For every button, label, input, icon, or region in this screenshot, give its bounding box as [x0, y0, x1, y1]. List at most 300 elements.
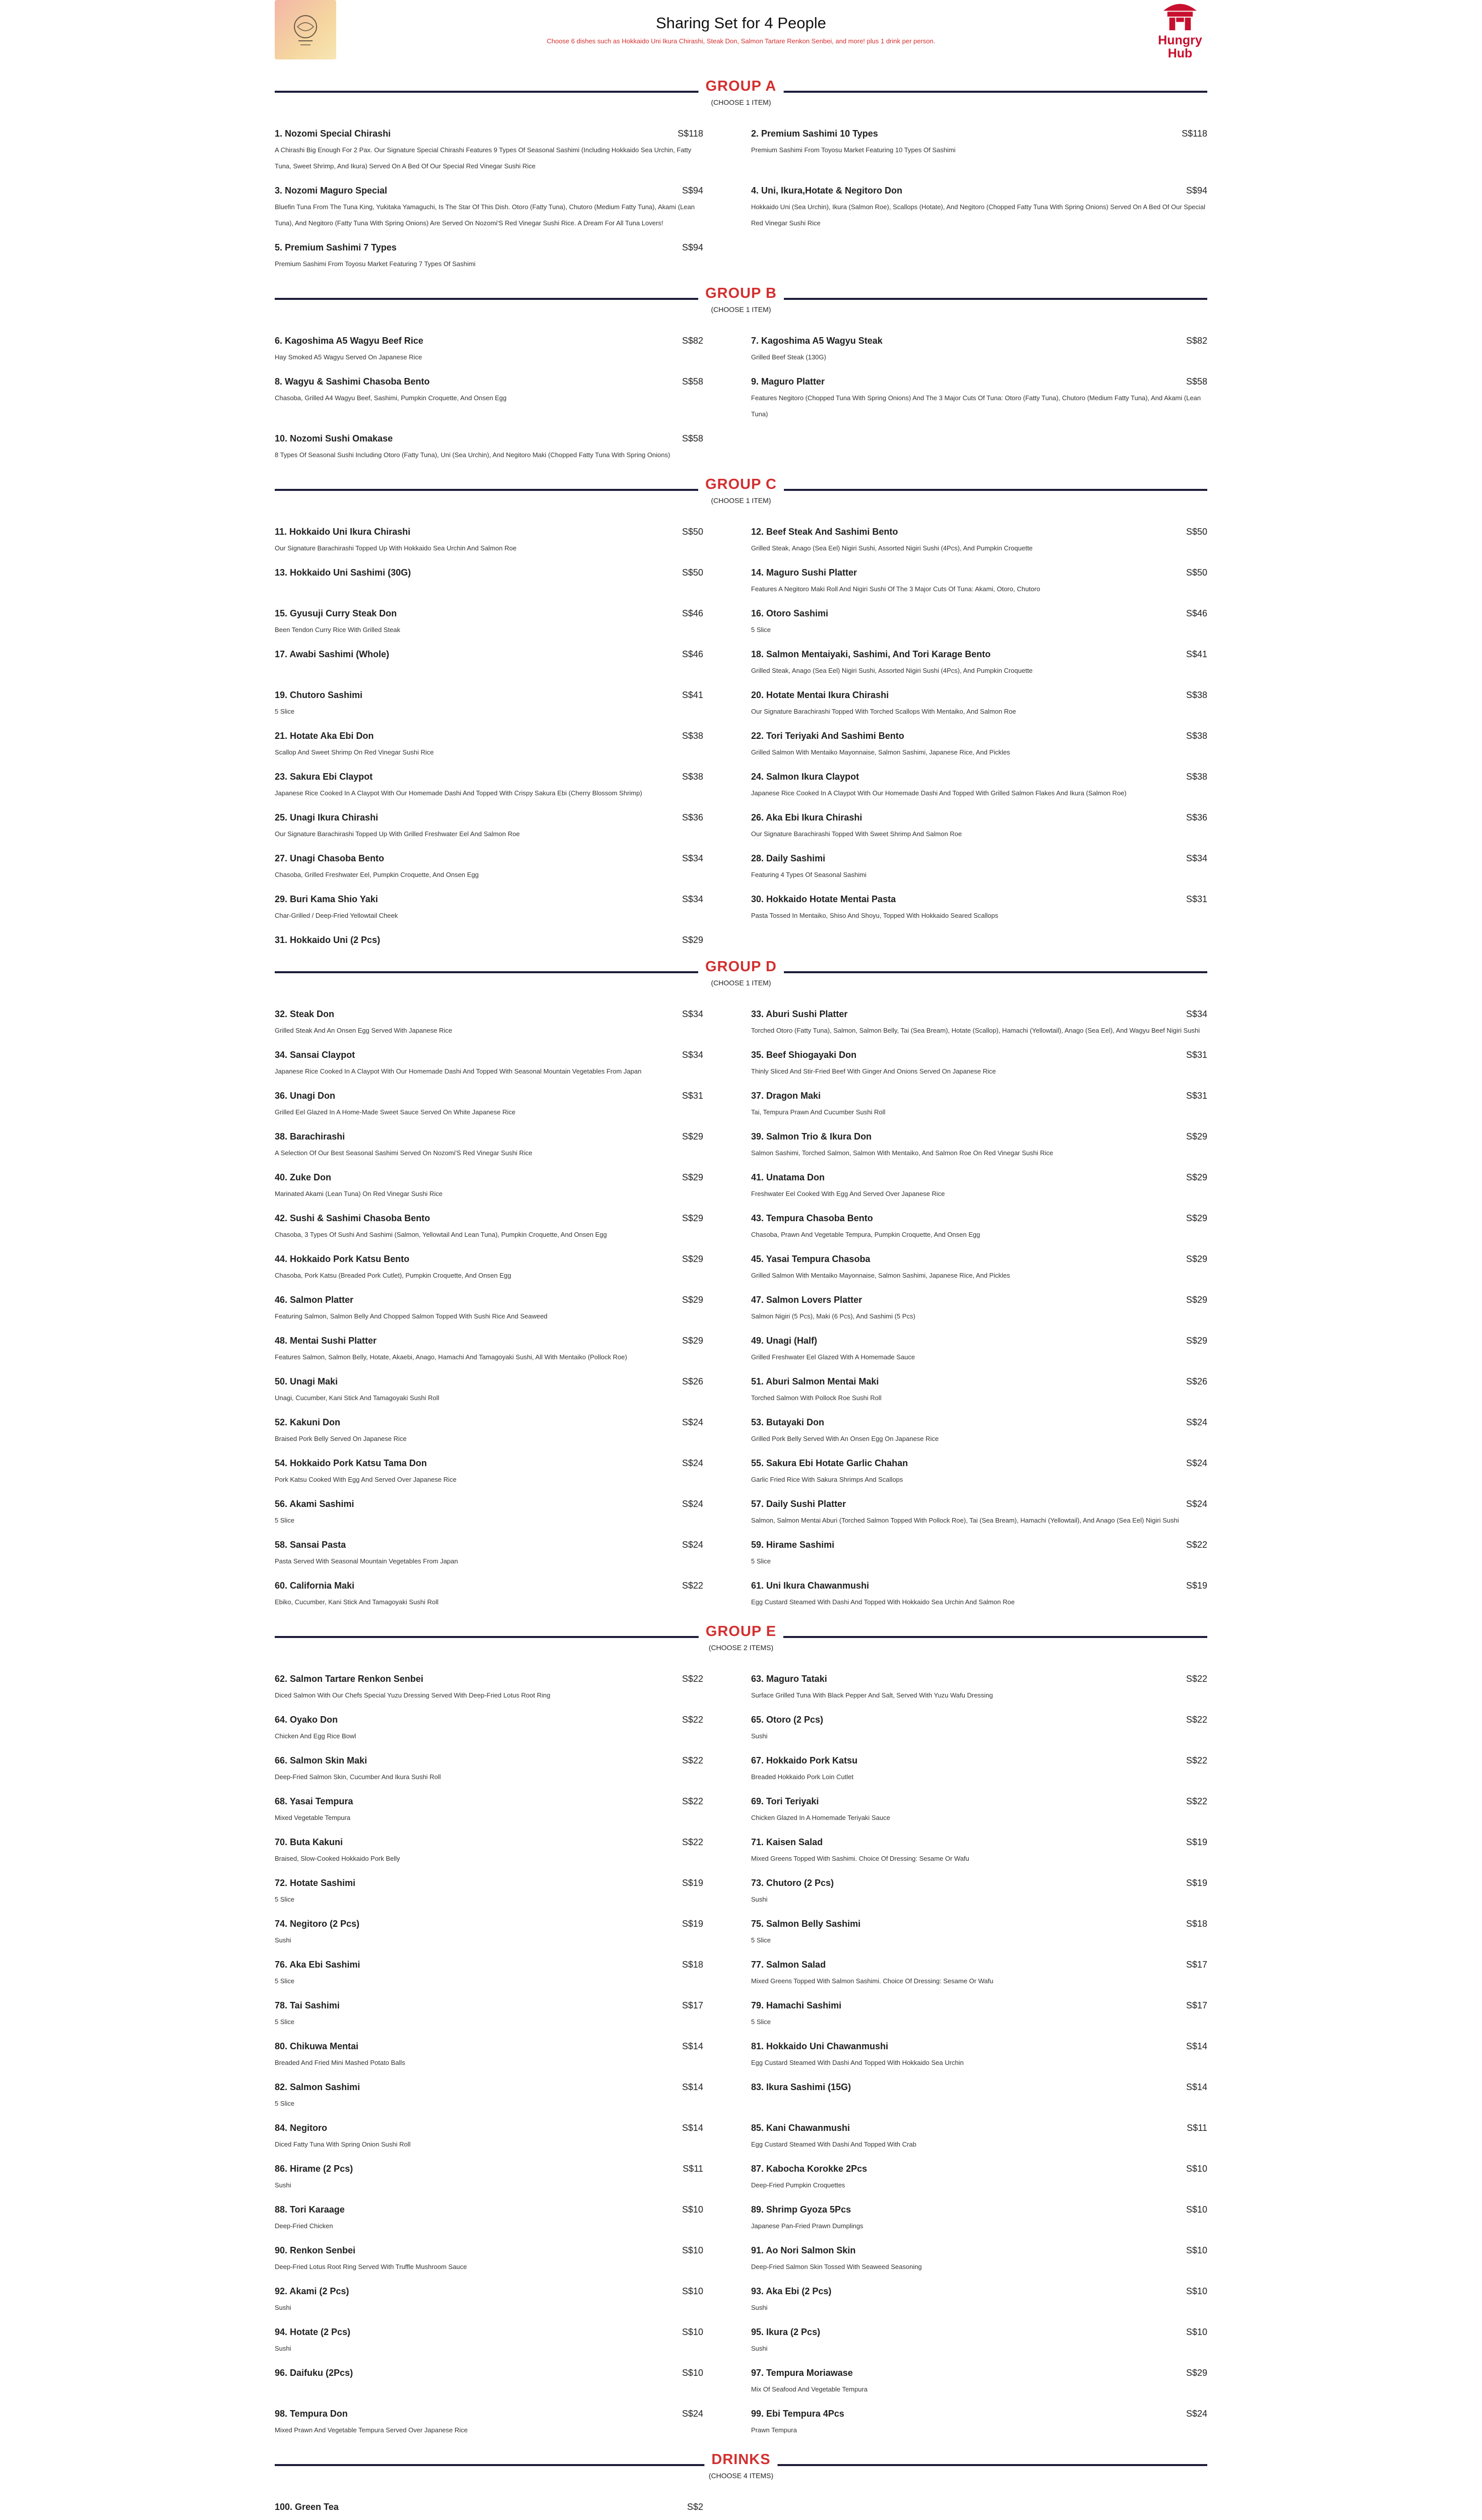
menu-item-row — [275, 1006, 703, 1020]
menu-item[interactable] — [275, 1333, 703, 1365]
menu-item-description: Sushi — [275, 2181, 291, 2189]
hungry-hub-logo — [1153, 0, 1207, 60]
page-subtitle: Choose 6 dishes such as Hokkaido Uni Ikura Chirashi, Steak Don, Salmon Tartare Renkon Senbei, and more! plus 1 drink per person. — [546, 37, 936, 45]
menu-item-price: S$14 — [682, 2082, 703, 2092]
menu-item[interactable] — [275, 1088, 703, 1120]
menu-item-description: Chasoba, Grilled Freshwater Eel, Pumpkin Croquette, And Onsen Egg — [275, 871, 479, 878]
menu-item-name: 47. Salmon Lovers Platter — [751, 1295, 862, 1305]
menu-item[interactable] — [275, 2079, 703, 2112]
menu-item-row — [751, 687, 1207, 701]
menu-item[interactable] — [751, 1128, 1207, 1161]
menu-item-price: S$118 — [677, 129, 703, 139]
menu-item-description: Sushi — [275, 2304, 291, 2311]
menu-item-row — [275, 430, 703, 444]
group-items — [275, 319, 1207, 471]
menu-item[interactable] — [751, 1537, 1207, 1569]
menu-item-name: 6. Kagoshima A5 Wagyu Beef Rice — [275, 336, 423, 346]
menu-item-name: 97. Tempura Moriawase — [751, 2368, 853, 2378]
menu-item[interactable] — [751, 646, 1207, 679]
menu-item-description: Grilled Steak, Anago (Sea Eel) Nigiri Sushi, Assorted Nigiri Sushi (4Pcs), And Pumpkin Croquette — [751, 667, 1033, 674]
menu-item-description: Chasoba, 3 Types Of Sushi And Sashimi (Salmon, Yellowtail And Lean Tuna), Pumpkin Croquette, And Onsen Egg — [275, 1231, 607, 1238]
menu-item-description: Egg Custard Steamed With Dashi And Topped With Hokkaido Sea Urchin — [751, 2059, 964, 2066]
menu-item-price: S$34 — [682, 1050, 703, 1060]
menu-item[interactable] — [751, 1793, 1207, 1826]
menu-item-row — [275, 1169, 703, 1183]
menu-item[interactable] — [275, 891, 703, 924]
menu-item[interactable] — [275, 1997, 703, 2030]
menu-item[interactable] — [275, 1006, 703, 1039]
menu-item-description: Featuring 4 Types Of Seasonal Sashimi — [751, 871, 867, 878]
menu-item-row — [275, 1128, 703, 1142]
menu-item-description: Thinly Sliced And Stir-Fried Beef With Ginger And Onions Served On Japanese Rice — [751, 1067, 996, 1075]
menu-item-row — [751, 1793, 1207, 1807]
menu-item[interactable] — [751, 2324, 1207, 2357]
menu-item-price: S$10 — [1186, 2286, 1207, 2296]
menu-item[interactable] — [751, 2201, 1207, 2234]
menu-item-name: 77. Salmon Salad — [751, 1960, 826, 1970]
menu-item[interactable] — [275, 2038, 703, 2071]
menu-item-description: Diced Fatty Tuna With Spring Onion Sushi Roll — [275, 2140, 411, 2148]
menu-item[interactable] — [275, 239, 703, 272]
menu-item-price: S$118 — [1182, 129, 1207, 139]
hungry-hub-logo-line2: Hub — [1167, 46, 1193, 60]
menu-item-row — [275, 1916, 703, 1929]
menu-item-description: A Selection Of Our Best Seasonal Sashimi Served On Nozomi'S Red Vinegar Sushi Rice — [275, 1149, 532, 1157]
menu-item-name: 79. Hamachi Sashimi — [751, 2000, 842, 2010]
menu-item[interactable] — [751, 2365, 1207, 2398]
menu-item[interactable] — [751, 1088, 1207, 1120]
menu-item[interactable] — [275, 1169, 703, 1202]
menu-item-description: Hay Smoked A5 Wagyu Served On Japanese Rice — [275, 353, 422, 361]
menu-item-row — [275, 333, 703, 346]
menu-item[interactable] — [275, 1251, 703, 1284]
menu-item-name: 13. Hokkaido Uni Sashimi (30G) — [275, 568, 411, 578]
menu-group — [275, 471, 1207, 954]
menu-item-row — [275, 809, 703, 823]
menu-item[interactable] — [751, 1414, 1207, 1447]
menu-item[interactable] — [751, 1333, 1207, 1365]
menu-item[interactable] — [275, 646, 703, 679]
menu-item-name: 54. Hokkaido Pork Katsu Tama Don — [275, 1458, 427, 1468]
menu-item[interactable] — [275, 1752, 703, 1785]
menu-item-price: S$22 — [1186, 1540, 1207, 1550]
menu-item[interactable] — [275, 2406, 703, 2438]
menu-item-name: 28. Daily Sashimi — [751, 853, 826, 863]
menu-item-name: 18. Salmon Mentaiyaki, Sashimi, And Tori Karage Bento — [751, 649, 991, 659]
menu-item-name: 64. Oyako Don — [275, 1715, 338, 1725]
menu-item-name: 53. Butayaki Don — [751, 1417, 825, 1427]
menu-item-name: 21. Hotate Aka Ebi Don — [275, 731, 374, 741]
menu-item-name: 58. Sansai Pasta — [275, 1540, 346, 1550]
menu-item-price: S$24 — [682, 1458, 703, 1468]
menu-item[interactable] — [751, 850, 1207, 883]
menu-item-price: S$24 — [1186, 1417, 1207, 1427]
menu-item-name: 4. Uni, Ikura,Hotate & Negitoro Don — [751, 185, 903, 196]
menu-item-name: 75. Salmon Belly Sashimi — [751, 1919, 861, 1929]
menu-item-row — [275, 1496, 703, 1509]
menu-item[interactable] — [275, 1414, 703, 1447]
menu-item-description: Sushi — [751, 1732, 768, 1740]
group-title: GROUP A — [699, 78, 784, 95]
menu-item-name: 100. Green Tea — [275, 2502, 339, 2512]
group-items — [275, 111, 1207, 280]
menu-item-price: S$14 — [682, 2041, 703, 2051]
menu-item-row — [275, 564, 703, 578]
menu-item[interactable] — [751, 1957, 1207, 1989]
menu-item-row — [751, 769, 1207, 782]
menu-item[interactable] — [751, 564, 1207, 597]
menu-item-price: S$17 — [1186, 2000, 1207, 2010]
group-header — [275, 471, 1207, 510]
menu-item[interactable] — [751, 1997, 1207, 2030]
menu-item-price: S$26 — [1186, 1376, 1207, 1387]
menu-item-row — [751, 1088, 1207, 1101]
menu-item-description: Egg Custard Steamed With Dashi And Topped With Crab — [751, 2140, 916, 2148]
menu-item-price: S$41 — [1186, 649, 1207, 659]
menu-item-row — [275, 1793, 703, 1807]
menu-item-price: S$19 — [1186, 1837, 1207, 1847]
menu-item-row — [275, 1957, 703, 1970]
menu-item-name: 56. Akami Sashimi — [275, 1499, 354, 1509]
menu-item-price: S$18 — [682, 1960, 703, 1970]
menu-item-name: 43. Tempura Chasoba Bento — [751, 1213, 873, 1223]
menu-page — [275, 0, 1207, 2520]
menu-item[interactable] — [275, 1578, 703, 1610]
page-header — [275, 0, 1207, 73]
menu-item-name: 45. Yasai Tempura Chasoba — [751, 1254, 871, 1264]
menu-item[interactable] — [275, 728, 703, 761]
menu-item-name: 71. Kaisen Salad — [751, 1837, 823, 1847]
menu-item[interactable] — [751, 2120, 1207, 2153]
menu-item-price: S$22 — [1186, 1755, 1207, 1766]
menu-item[interactable] — [751, 524, 1207, 556]
menu-item-price: S$34 — [682, 1009, 703, 1019]
menu-item-name: 16. Otoro Sashimi — [751, 608, 829, 618]
menu-item[interactable] — [275, 373, 703, 422]
menu-item[interactable] — [751, 605, 1207, 638]
menu-item-description: Grilled Eel Glazed In A Home-Made Sweet Sauce Served On White Japanese Rice — [275, 1108, 516, 1116]
menu-item-description: Tai, Tempura Prawn And Cucumber Sushi Roll — [751, 1108, 886, 1116]
menu-item[interactable] — [751, 1671, 1207, 1704]
menu-item-price: S$50 — [1186, 568, 1207, 578]
menu-item-description: Been Tendon Curry Rice With Grilled Steak — [275, 626, 401, 634]
menu-item-price: S$58 — [682, 433, 703, 444]
menu-item[interactable] — [275, 430, 703, 463]
menu-item-description: Garlic Fried Rice With Sakura Shrimps And Scallops — [751, 1476, 903, 1483]
menu-item[interactable] — [751, 1496, 1207, 1529]
menu-item[interactable] — [275, 1210, 703, 1243]
menu-item[interactable] — [751, 2038, 1207, 2071]
menu-item[interactable] — [275, 1957, 703, 1989]
menu-item[interactable] — [275, 1834, 703, 1867]
menu-item[interactable] — [751, 1916, 1207, 1948]
menu-item[interactable] — [275, 1047, 703, 1080]
menu-item-row — [275, 1537, 703, 1550]
menu-item-price: S$10 — [682, 2327, 703, 2337]
menu-item[interactable] — [275, 182, 703, 231]
menu-item-description: Salmon Sashimi, Torched Salmon, Salmon With Mentaiko, And Salmon Roe On Red Vinegar Sushi Rice — [751, 1149, 1054, 1157]
menu-item-description: 5 Slice — [275, 1517, 295, 1524]
menu-item[interactable] — [751, 1373, 1207, 1406]
menu-item[interactable] — [751, 891, 1207, 924]
menu-item-name: 90. Renkon Senbei — [275, 2245, 356, 2255]
menu-item[interactable] — [275, 605, 703, 638]
menu-item[interactable] — [275, 1537, 703, 1569]
menu-item[interactable] — [751, 1875, 1207, 1908]
menu-item-name: 60. California Maki — [275, 1581, 355, 1591]
menu-item-description: Marinated Akami (Lean Tuna) On Red Vinegar Sushi Rice — [275, 1190, 443, 1198]
menu-item-name: 67. Hokkaido Pork Katsu — [751, 1755, 858, 1766]
menu-item[interactable] — [275, 2201, 703, 2234]
menu-item-row — [275, 2406, 703, 2419]
menu-item-name: 52. Kakuni Don — [275, 1417, 341, 1427]
menu-item-price: S$31 — [1186, 1050, 1207, 1060]
menu-item[interactable] — [275, 1292, 703, 1325]
menu-item-name: 35. Beef Shiogayaki Don — [751, 1050, 857, 1060]
group-title: DRINKS — [704, 2451, 777, 2468]
menu-item[interactable] — [275, 932, 703, 946]
menu-item-description: Chasoba, Grilled A4 Wagyu Beef, Sashimi, Pumpkin Croquette, And Onsen Egg — [275, 394, 507, 402]
menu-item[interactable] — [751, 1047, 1207, 1080]
menu-item-description: Sushi — [275, 1936, 291, 1944]
menu-item-name: 33. Aburi Sushi Platter — [751, 1009, 848, 1019]
menu-item-price: S$10 — [1186, 2204, 1207, 2215]
group-header — [275, 1618, 1207, 1657]
menu-item-price: S$31 — [682, 1091, 703, 1101]
menu-item-name: 57. Daily Sushi Platter — [751, 1499, 846, 1509]
menu-item[interactable] — [275, 1712, 703, 1744]
menu-item-name: 89. Shrimp Gyoza 5Pcs — [751, 2204, 851, 2215]
menu-item-price: S$24 — [682, 2409, 703, 2419]
menu-item-row — [751, 333, 1207, 346]
menu-item-description: Japanese Rice Cooked In A Claypot With Our Homemade Dashi And Topped With Crispy Sakura Ebi (Cherry Blossom Shrimp) — [275, 789, 642, 797]
menu-item-description: A Chirashi Big Enough For 2 Pax. Our Signature Special Chirashi Features 9 Types Of Seasonal Sashimi (Including Hokkaido Sea Urchin, Fatty Tuna, Sweet Shrimp, And Ikura) Served On A Bed Of Our Special Red Vinegar Sushi Rice — [275, 146, 692, 170]
menu-item[interactable] — [275, 2120, 703, 2153]
menu-item-price: S$34 — [1186, 853, 1207, 863]
menu-item-description: 5 Slice — [275, 1896, 295, 1903]
menu-item-row — [275, 2365, 703, 2378]
menu-item[interactable] — [275, 2161, 703, 2193]
menu-item[interactable] — [751, 125, 1207, 174]
menu-item-row — [751, 1578, 1207, 1591]
menu-item[interactable] — [751, 769, 1207, 801]
menu-item-name: 50. Unagi Maki — [275, 1376, 338, 1387]
menu-item-description: Pork Katsu Cooked With Egg And Served Over Japanese Rice — [275, 1476, 457, 1483]
menu-item-name: 63. Maguro Tataki — [751, 1674, 827, 1684]
menu-item-price: S$24 — [1186, 2409, 1207, 2419]
menu-item[interactable] — [751, 2079, 1207, 2112]
menu-item[interactable] — [751, 1578, 1207, 1610]
menu-item[interactable] — [751, 1006, 1207, 1039]
restaurant-logo — [275, 0, 336, 59]
group-choose-count: (CHOOSE 4 ITEMS) — [708, 2472, 774, 2480]
menu-item-price: S$46 — [682, 608, 703, 618]
menu-item[interactable] — [275, 1496, 703, 1529]
menu-item-price: S$2 — [687, 2502, 703, 2512]
menu-item-price: S$29 — [682, 935, 703, 945]
menu-item-name: 48. Mentai Sushi Platter — [275, 1336, 377, 1346]
menu-item-price: S$29 — [1186, 2368, 1207, 2378]
menu-item-price: S$22 — [682, 1674, 703, 1684]
menu-item[interactable] — [751, 728, 1207, 761]
group-choose-count: (CHOOSE 1 ITEM) — [711, 496, 771, 505]
menu-item[interactable] — [275, 850, 703, 883]
menu-item-name: 1. Nozomi Special Chirashi — [275, 129, 391, 139]
menu-item[interactable] — [751, 1712, 1207, 1744]
menu-item[interactable] — [275, 1128, 703, 1161]
menu-item[interactable] — [275, 1916, 703, 1948]
menu-item-price: S$38 — [1186, 772, 1207, 782]
menu-item-name: 5. Premium Sashimi 7 Types — [275, 242, 397, 253]
menu-item-name: 49. Unagi (Half) — [751, 1336, 818, 1346]
menu-item-row — [751, 1671, 1207, 1684]
menu-item[interactable] — [275, 524, 703, 556]
menu-item-name: 17. Awabi Sashimi (Whole) — [275, 649, 390, 659]
menu-item-name: 91. Ao Nori Salmon Skin — [751, 2245, 856, 2255]
menu-item-price: S$38 — [682, 772, 703, 782]
menu-item-price: S$17 — [1186, 1960, 1207, 1970]
menu-item-description: Chasoba, Prawn And Vegetable Tempura, Pumpkin Croquette, And Onsen Egg — [751, 1231, 980, 1238]
menu-item[interactable] — [275, 2365, 703, 2398]
menu-item-name: 42. Sushi & Sashimi Chasoba Bento — [275, 1213, 430, 1223]
menu-item[interactable] — [275, 1671, 703, 1704]
menu-item[interactable] — [275, 687, 703, 720]
menu-item-price: S$26 — [682, 1376, 703, 1387]
menu-item[interactable] — [275, 809, 703, 842]
menu-item[interactable] — [751, 1834, 1207, 1867]
menu-item-row — [751, 564, 1207, 578]
menu-item[interactable] — [275, 2324, 703, 2357]
menu-item-row — [275, 1414, 703, 1428]
menu-item-description: Grilled Pork Belly Served With An Onsen Egg On Japanese Rice — [751, 1435, 939, 1442]
menu-item-price: S$22 — [682, 1715, 703, 1725]
menu-item-price: S$14 — [1186, 2082, 1207, 2092]
menu-item[interactable] — [751, 1752, 1207, 1785]
menu-item[interactable] — [751, 1210, 1207, 1243]
menu-item-description: Scallop And Sweet Shrimp On Red Vinegar Sushi Rice — [275, 748, 434, 756]
menu-item-description: Sushi — [751, 2304, 768, 2311]
menu-item[interactable] — [751, 1455, 1207, 1488]
group-items — [275, 2485, 1207, 2520]
menu-item-name: 7. Kagoshima A5 Wagyu Steak — [751, 336, 883, 346]
menu-item-row — [275, 1712, 703, 1725]
menu-item-price: S$10 — [682, 2368, 703, 2378]
menu-item[interactable] — [751, 182, 1207, 231]
menu-item-price: S$41 — [682, 690, 703, 700]
menu-item-description: 8 Types Of Seasonal Sushi Including Otoro (Fatty Tuna), Uni (Sea Urchin), And Negitoro Maki (Chopped Fatty Tuna With Spring Onions) — [275, 451, 670, 459]
menu-item[interactable] — [751, 1251, 1207, 1284]
menu-item[interactable] — [275, 1455, 703, 1488]
menu-item[interactable] — [275, 1373, 703, 1406]
menu-item-row — [751, 1455, 1207, 1469]
menu-item[interactable] — [751, 1292, 1207, 1325]
menu-item-name: 8. Wagyu & Sashimi Chasoba Bento — [275, 376, 430, 387]
menu-item-name: 51. Aburi Salmon Mentai Maki — [751, 1376, 879, 1387]
menu-item-description: Grilled Beef Steak (130G) — [751, 353, 826, 361]
menu-item-name: 24. Salmon Ikura Claypot — [751, 772, 859, 782]
menu-item-description: Breaded Hokkaido Pork Loin Cutlet — [751, 1773, 854, 1781]
menu-item-price: S$24 — [1186, 1499, 1207, 1509]
menu-item-price: S$29 — [1186, 1254, 1207, 1264]
menu-item-description: Mixed Vegetable Tempura — [275, 1814, 351, 1821]
menu-item-row — [275, 728, 703, 741]
menu-item-name: 44. Hokkaido Pork Katsu Bento — [275, 1254, 410, 1264]
menu-item[interactable] — [275, 1875, 703, 1908]
menu-item[interactable] — [275, 2242, 703, 2275]
menu-item-row — [275, 1997, 703, 2011]
menu-item-row — [751, 1251, 1207, 1265]
menu-item[interactable] — [751, 1169, 1207, 1202]
menu-item-row — [751, 2406, 1207, 2419]
menu-item-price: S$10 — [1186, 2245, 1207, 2255]
menu-item-row — [751, 1537, 1207, 1550]
menu-item[interactable] — [751, 333, 1207, 365]
menu-group — [275, 1618, 1207, 2446]
menu-item[interactable] — [275, 333, 703, 365]
menu-item-description: Freshwater Eel Cooked With Egg And Served Over Japanese Rice — [751, 1190, 945, 1198]
menu-item-description: Sushi — [751, 2345, 768, 2352]
menu-item-row — [751, 646, 1207, 660]
group-choose-count: (CHOOSE 1 ITEM) — [711, 305, 771, 313]
group-header — [275, 73, 1207, 111]
menu-item[interactable] — [751, 2161, 1207, 2193]
menu-item-row — [275, 1333, 703, 1346]
menu-item[interactable] — [275, 1793, 703, 1826]
menu-item[interactable] — [275, 769, 703, 801]
menu-item[interactable] — [275, 125, 703, 174]
menu-item[interactable] — [751, 373, 1207, 422]
menu-item-price: S$50 — [1186, 527, 1207, 537]
menu-item-description: Braised, Slow-Cooked Hokkaido Pork Belly — [275, 1855, 400, 1862]
menu-item-price: S$29 — [682, 1254, 703, 1264]
menu-item-price: S$34 — [682, 853, 703, 863]
menu-item[interactable] — [751, 2283, 1207, 2316]
menu-item[interactable] — [275, 2283, 703, 2316]
menu-item-description: Japanese Rice Cooked In A Claypot With Our Homemade Dashi And Topped With Grilled Salmon Flakes And Ikura (Salmon Roe) — [751, 789, 1127, 797]
menu-item-description: Japanese Rice Cooked In A Claypot With Our Homemade Dashi And Topped With Seasonal Mountain Vegetables From Japan — [275, 1067, 642, 1075]
menu-item-description: Deep-Fried Chicken — [275, 2222, 333, 2230]
menu-item-price: S$31 — [1186, 894, 1207, 904]
menu-item[interactable] — [751, 809, 1207, 842]
menu-item-row — [275, 2242, 703, 2256]
menu-item[interactable] — [751, 2406, 1207, 2438]
menu-item-description: 5 Slice — [275, 708, 295, 715]
menu-item-price: S$14 — [682, 2123, 703, 2133]
menu-item-name: 9. Maguro Platter — [751, 376, 825, 387]
menu-item-description: Featuring Salmon, Salmon Belly And Chopped Salmon Topped With Sushi Rice And Seaweed — [275, 1312, 548, 1320]
menu-item-price: S$11 — [1187, 2123, 1207, 2133]
menu-item-row — [751, 1128, 1207, 1142]
menu-item-description: Mixed Greens Topped With Sashimi. Choice Of Dressing: Sesame Or Wafu — [751, 1855, 969, 1862]
menu-item-price: S$14 — [1186, 2041, 1207, 2051]
menu-item-name: 59. Hirame Sashimi — [751, 1540, 835, 1550]
menu-item-name: 85. Kani Chawanmushi — [751, 2123, 850, 2133]
menu-item-description: Torched Otoro (Fatty Tuna), Salmon, Salmon Belly, Tai (Sea Bream), Hotate (Scallop), Hamachi (Yellowtail), Anago (Sea Eel), And Wagyu Beef Nigiri Sushi — [751, 1027, 1200, 1034]
menu-item-price: S$29 — [1186, 1131, 1207, 1142]
menu-item[interactable] — [275, 2499, 703, 2512]
menu-item-price: S$31 — [1186, 1091, 1207, 1101]
menu-item[interactable] — [751, 687, 1207, 720]
menu-item-row — [275, 1373, 703, 1387]
menu-item-row — [751, 2242, 1207, 2256]
menu-item-row — [275, 687, 703, 701]
menu-item[interactable] — [751, 2242, 1207, 2275]
menu-item-price: S$24 — [1186, 1458, 1207, 1468]
menu-item-name: 92. Akami (2 Pcs) — [275, 2286, 349, 2296]
menu-item-price: S$29 — [682, 1336, 703, 1346]
menu-item-price: S$34 — [682, 894, 703, 904]
menu-item[interactable] — [275, 564, 703, 597]
